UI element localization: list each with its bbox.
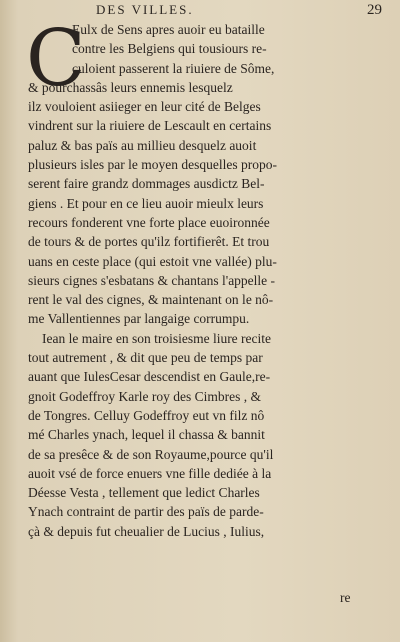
page-number: 29 [367,2,382,18]
text-line: paluz & bas païs au millieu desquelz auoit [28,137,257,153]
running-head: DES VILLES. [96,2,194,17]
text-line: Eulx de Sens apres auoir eu bataille [72,22,265,37]
catchword: re [340,590,351,605]
text-line: plusieurs isles par le moyen desquelles propo- [28,157,277,173]
page-header [96,2,382,18]
text-line: gnoit Godeffroy Karle roy des Cimbres , & [28,388,261,404]
text-line: Ynach contraint de partir des païs de parde- [28,504,264,520]
drop-cap: C [26,14,86,104]
text-line: sieurs cignes s'esbatans & chantans l'appelle - [28,272,276,288]
text-line: mé Charles ynach, lequel il chassa & bannit [28,427,265,443]
text-line: uans en ceste place (qui estoit vne vallée) plu- [28,253,277,269]
text-line: de Tongres. Celluy Godeffroy eut vn filz nô [28,407,265,423]
text-line: Iean le maire en son troisiesme liure recite [42,330,272,346]
body-text [26,14,350,541]
text-line: tout autrement , & dit que peu de temps par [28,350,263,366]
text-line: auoit vsé de force enuers vne fille dediée à la [28,465,272,481]
text-line: me Vallentiennes par langaige corrumpu. [28,311,250,327]
text-line: recours fonderent vne forte place euoironnée [28,214,270,230]
text-line: & pourchassâs leurs ennemis lesquelz [28,79,233,95]
text-line: vindrent sur la riuiere de Lescault en certains [28,118,272,134]
text-line: rent le val des cignes, & maintenant on le nô- [28,292,274,308]
text-line: ilz vouloient asiieger en leur cité de Belges [28,99,261,115]
text-line: serent faire grandz dommages ausdictz Bel- [28,176,265,192]
text-line: auant que IulesCesar descendist en Gaule,re- [28,369,271,385]
text-line: Déesse Vesta , tellement que ledict Charles [28,485,260,501]
text-line: culoient passerent la riuiere de Sôme, [72,60,275,76]
text-line: giens . Et pour en ce lieu auoir mieulx leurs [28,195,264,211]
text-line: contre les Belgiens qui tousiours re- [72,41,267,57]
text-line: de tours & de portes qu'ilz fortifierêt. Et trou [28,234,270,250]
text-line: çà & depuis fut cheualier de Lucius , Iulius, [28,523,265,539]
text-line: de sa presêce & de son Royaume,pource qu'il [28,446,274,462]
